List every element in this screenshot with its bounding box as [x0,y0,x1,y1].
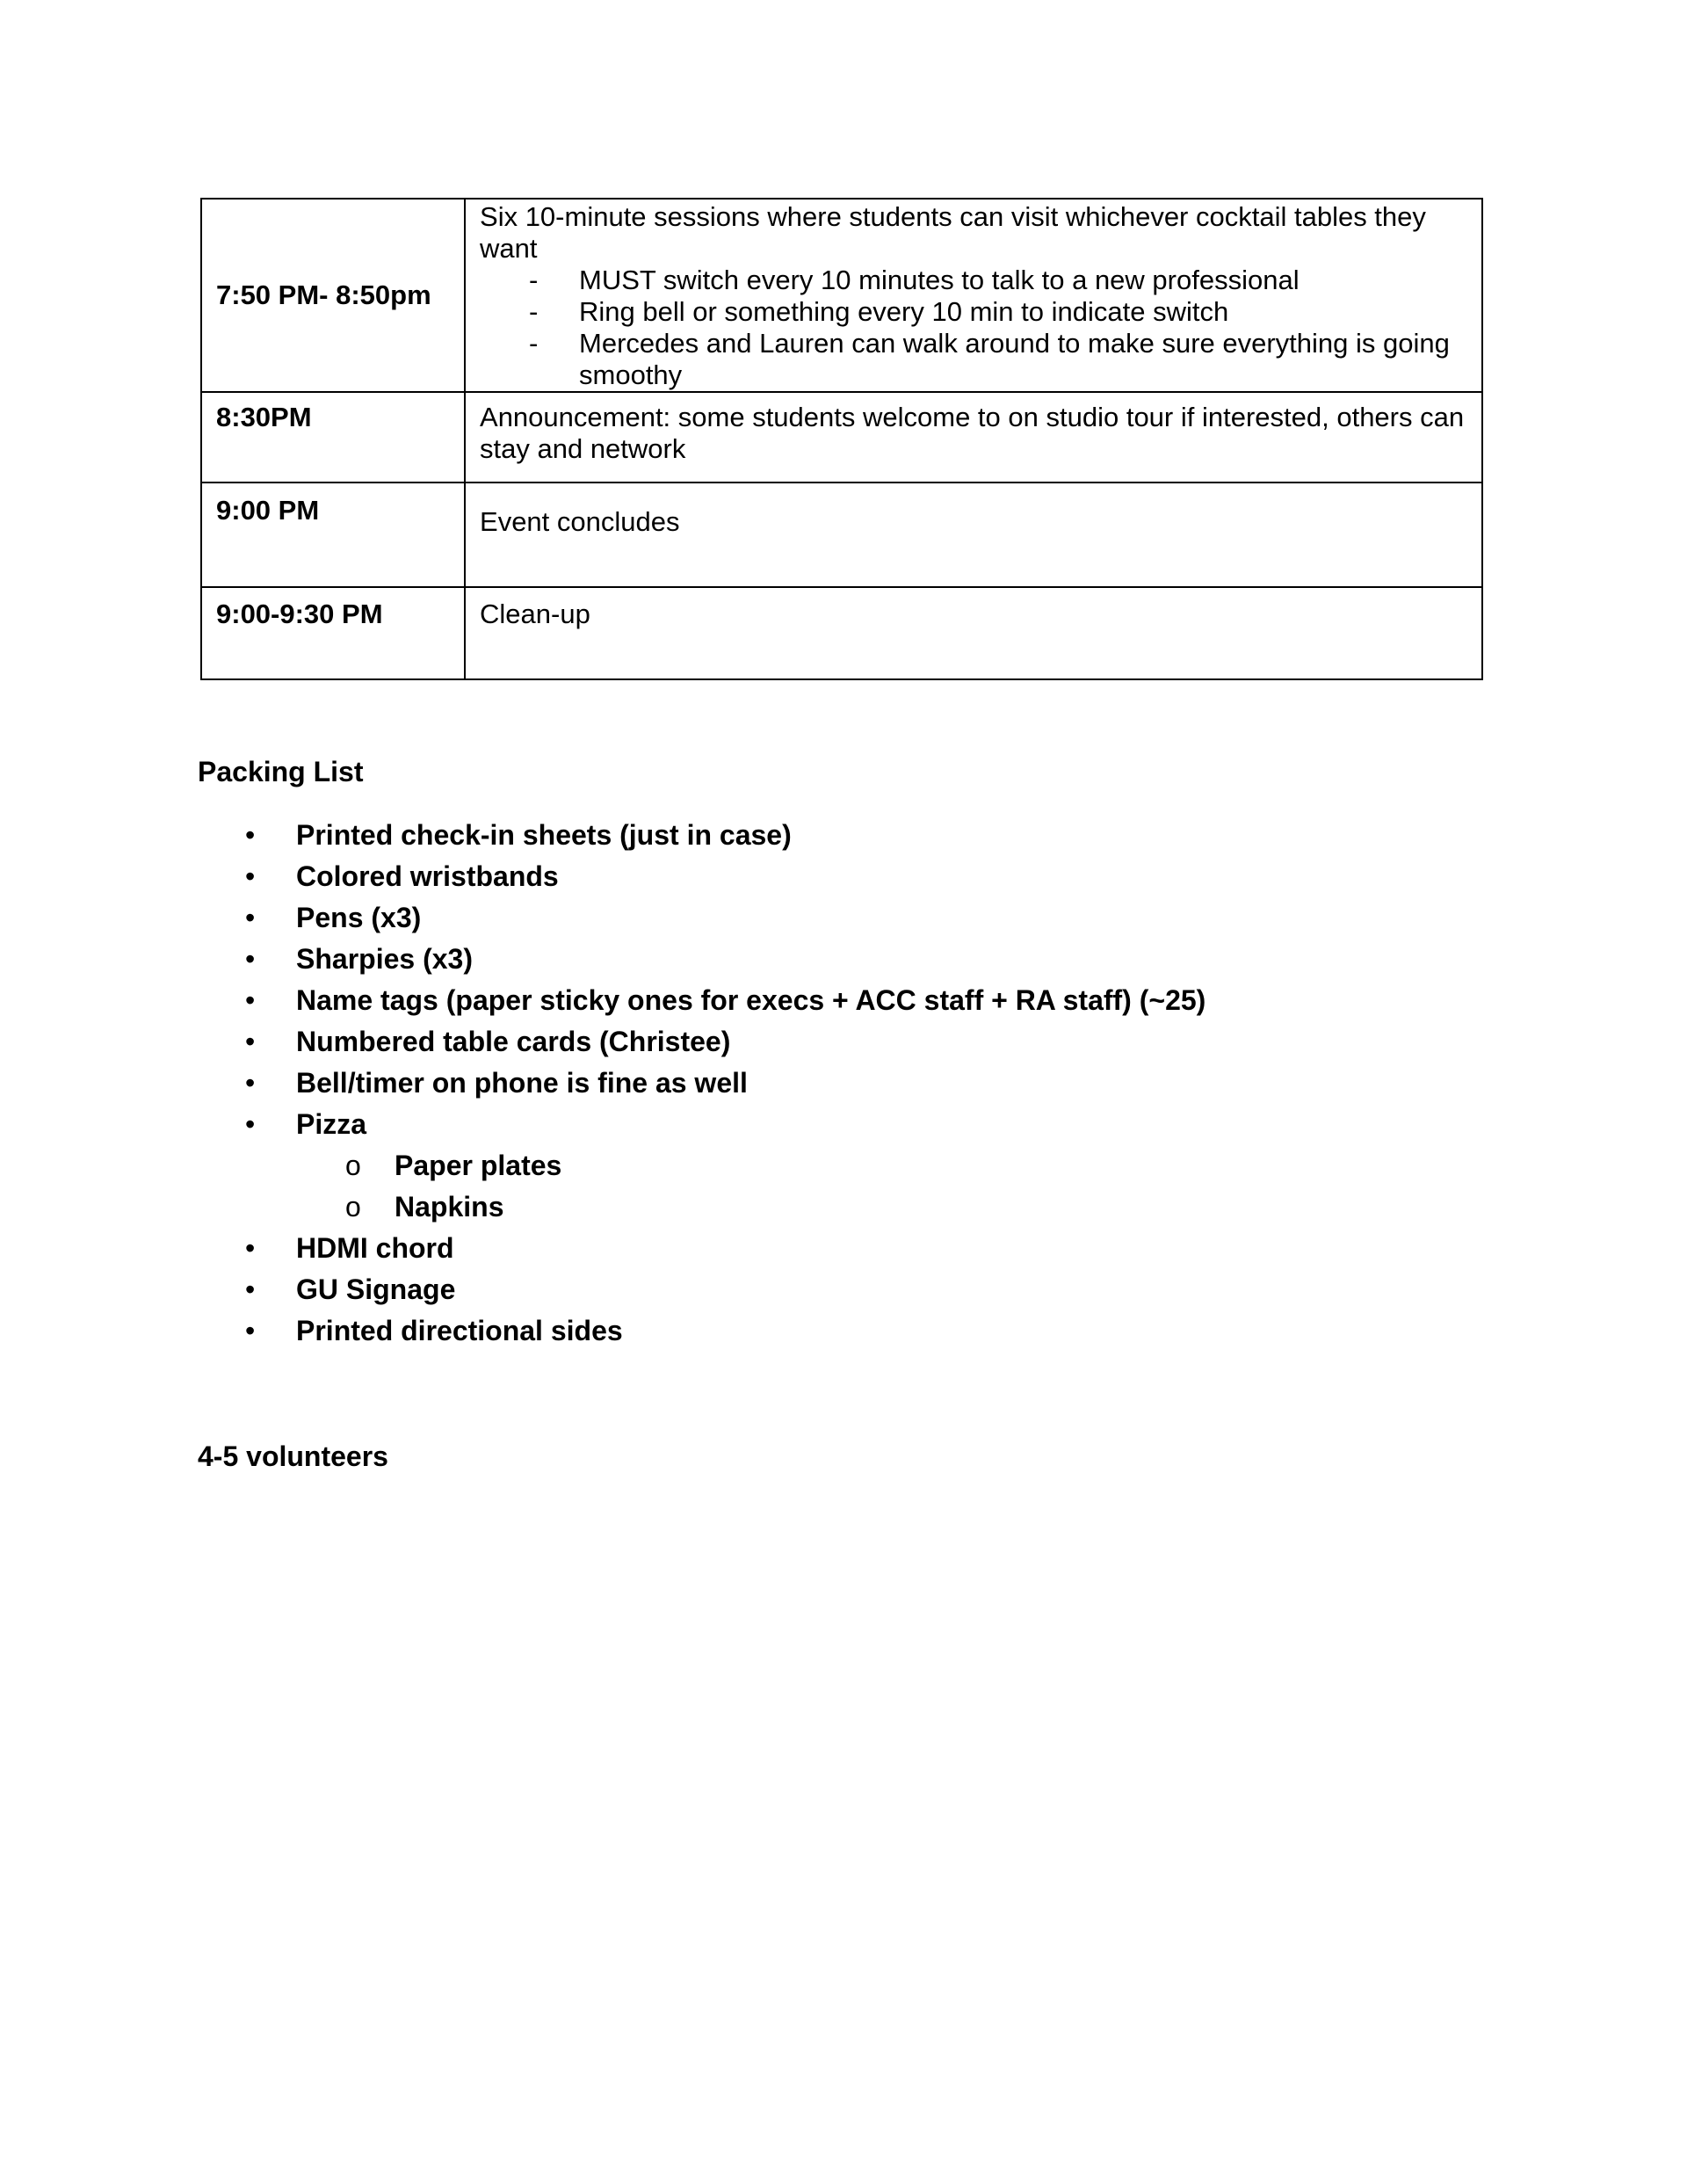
packing-list-subitem [198,1186,1206,1228]
bullet-icon: • [245,943,256,975]
schedule-time: 8:30PM [201,392,465,483]
circle-bullet-icon: o [345,1191,361,1223]
schedule-detail-item: - Ring bell or something every 10 min to indicate switch [480,296,1467,328]
packing-list-item-label: Name tags (paper sticky ones for execs + ACC staff + RA staff) (~25) [296,984,1206,1016]
packing-list-item-label: Bell/timer on phone is fine as well [296,1067,748,1099]
schedule-time: 7:50 PM- 8:50pm [201,199,465,392]
packing-list-item-label: Colored wristbands [296,860,559,892]
packing-list-item-label: Pizza [296,1108,367,1140]
packing-list-item-label: GU Signage [296,1273,456,1305]
packing-list-item-label: Sharpies (x3) [296,943,473,975]
packing-list-item [198,897,1206,939]
bullet-icon: • [245,1067,256,1099]
packing-list-item-label: Printed check-in sheets (just in case) [296,819,792,851]
packing-list-subitem-label: Napkins [395,1191,504,1223]
bullet-icon: • [245,860,256,892]
bullet-icon: • [245,1026,256,1057]
bullet-icon: • [245,819,256,851]
packing-list-subitem-label: Paper plates [395,1150,562,1181]
schedule-description: Clean-up [465,587,1482,679]
packing-list-subitem [198,1145,1206,1186]
packing-list-item [198,1269,1206,1310]
schedule-row [201,392,1482,483]
schedule-detail-item: - MUST switch every 10 minutes to talk to a new professional [480,265,1467,296]
packing-list-item [198,980,1206,1021]
packing-list-item-label: Numbered table cards (Christee) [296,1026,731,1057]
bullet-icon: • [245,1315,256,1346]
circle-bullet-icon: o [345,1150,361,1181]
schedule-detail-item: - Mercedes and Lauren can walk around to make sure everything is going smoothy [480,328,1467,391]
packing-list-item [198,856,1206,897]
schedule-description [465,199,1482,392]
bullet-icon: • [245,984,256,1016]
packing-list-item [198,1104,1206,1145]
schedule-detail-list [480,265,1467,391]
packing-list-item [198,1063,1206,1104]
packing-list-title: Packing List [198,756,364,787]
schedule-row [201,199,1482,392]
packing-list-item [198,1310,1206,1352]
packing-list [198,815,1206,1352]
bullet-icon: • [245,902,256,933]
schedule-description: Announcement: some students welcome to on studio tour if interested, others can stay and network [465,392,1482,483]
schedule-row [201,587,1482,679]
bullet-icon: • [245,1108,256,1140]
schedule-description-text: Six 10-minute sessions where students can visit whichever cocktail tables they want [480,201,1426,264]
schedule-row [201,483,1482,587]
bullet-icon: • [245,1232,256,1264]
packing-list-item-label: Printed directional sides [296,1315,623,1346]
volunteers-note: 4-5 volunteers [198,1440,388,1472]
packing-list-item-label: Pens (x3) [296,902,422,933]
packing-list-item-label: HDMI chord [296,1232,454,1264]
schedule-table [200,198,1483,680]
packing-list-item [198,1228,1206,1269]
bullet-icon: • [245,1273,256,1305]
schedule-description: Event concludes [465,483,1482,587]
packing-list-item [198,939,1206,980]
packing-list-item [198,815,1206,856]
schedule-time: 9:00-9:30 PM [201,587,465,679]
packing-list-item [198,1021,1206,1063]
schedule-time: 9:00 PM [201,483,465,587]
